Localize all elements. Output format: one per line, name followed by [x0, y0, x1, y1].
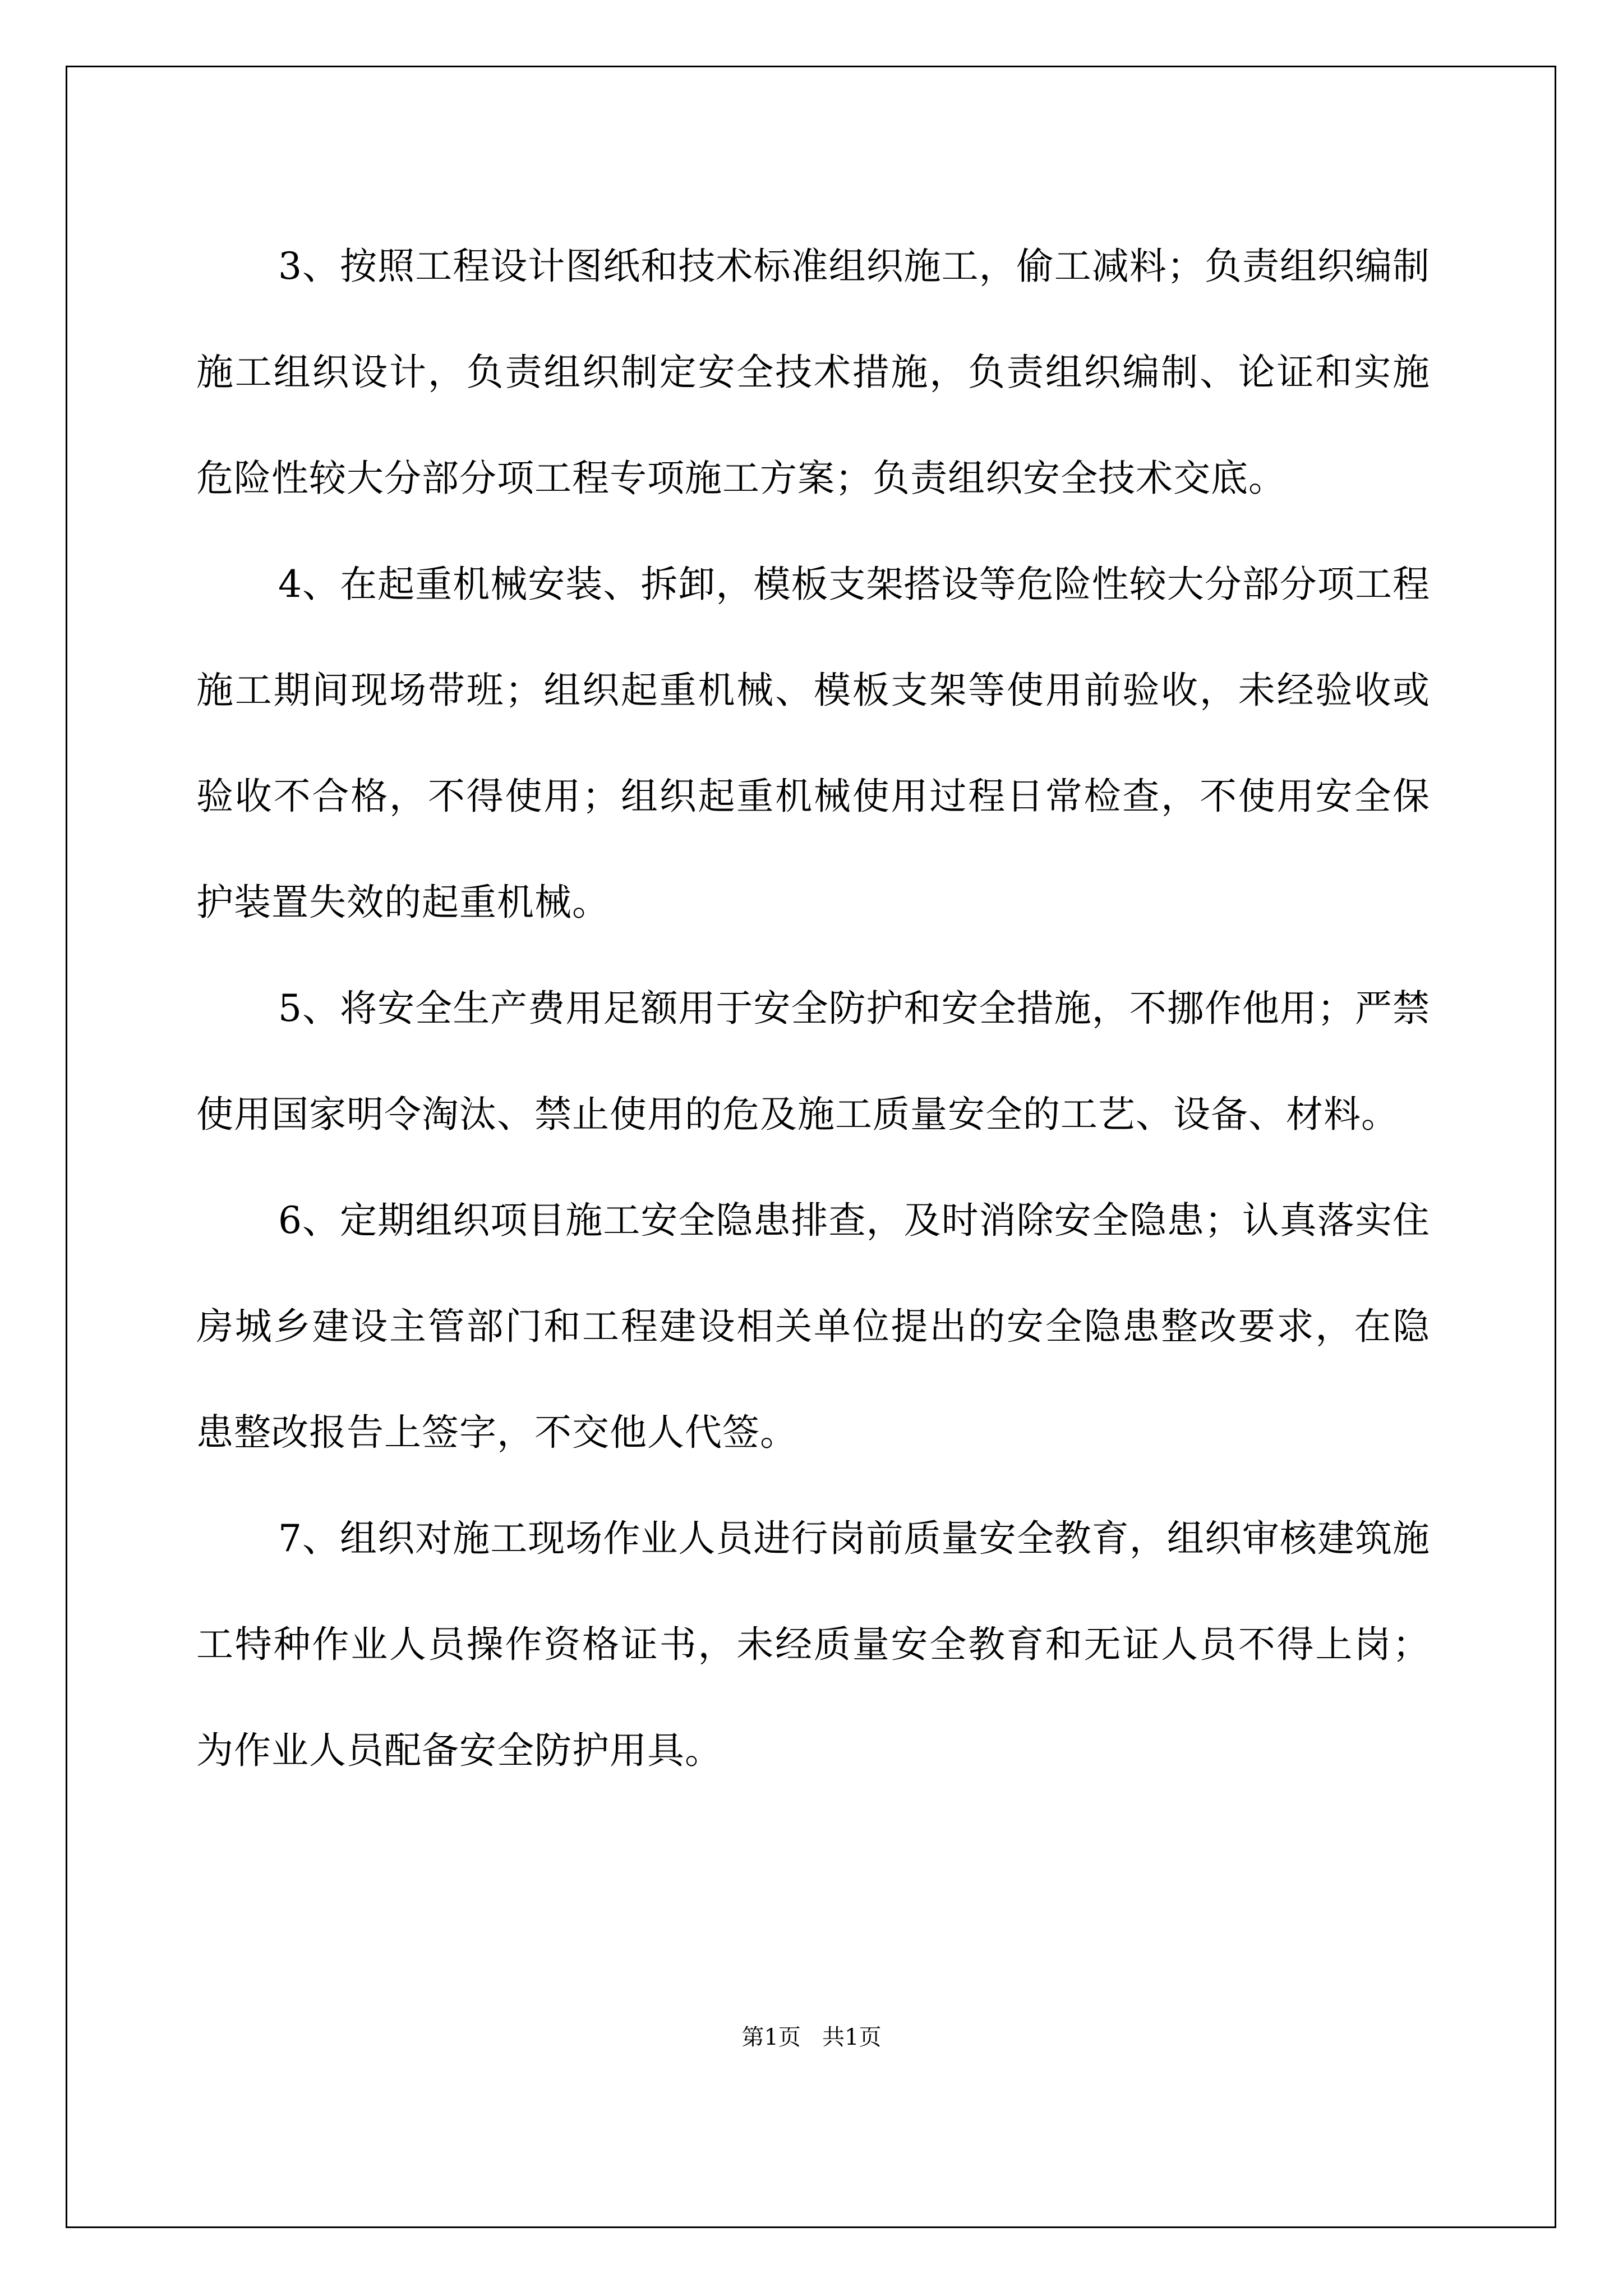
paragraph-item-4: 4、在起重机械安装、拆卸，模板支架搭设等危险性较大分部分项工程施工期间现场带班；组织起重机械、模板支架等使用前验收，未经验收或验收不合格，不得使用；组织起重机械使用过程日常检查，不使用安全保护装置失效的起重机械。 — [196, 563, 1430, 924]
paragraph-item-6: 6、定期组织项目施工安全隐患排查，及时消除安全隐患；认真落实住房城乡建设主管部门和工程建设相关单位提出的安全隐患整改要求，在隐患整改报告上签字，不交他人代签。 — [196, 1199, 1430, 1454]
paragraph-item-7: 7、组织对施工现场作业人员进行岗前质量安全教育，组织审核建筑施工特种作业人员操作资格证书，未经质量安全教育和无证人员不得上岗；为作业人员配备安全防护用具。 — [196, 1517, 1430, 1772]
paragraph-item-5: 5、将安全生产费用足额用于安全防护和安全措施，不挪作他用；严禁使用国家明令淘汰、禁止使用的危及施工质量安全的工艺、设备、材料。 — [196, 987, 1430, 1136]
document-body — [196, 213, 1430, 1803]
page-number-footer: 第1页 共1页 — [741, 2024, 882, 2050]
paragraph-item-3: 3、按照工程设计图纸和技术标准组织施工，偷工减料；负责组织编制施工组织设计，负责组织制定安全技术措施，负责组织编制、论证和实施危险性较大分部分项工程专项施工方案；负责组织安全技术交底。 — [196, 245, 1430, 500]
